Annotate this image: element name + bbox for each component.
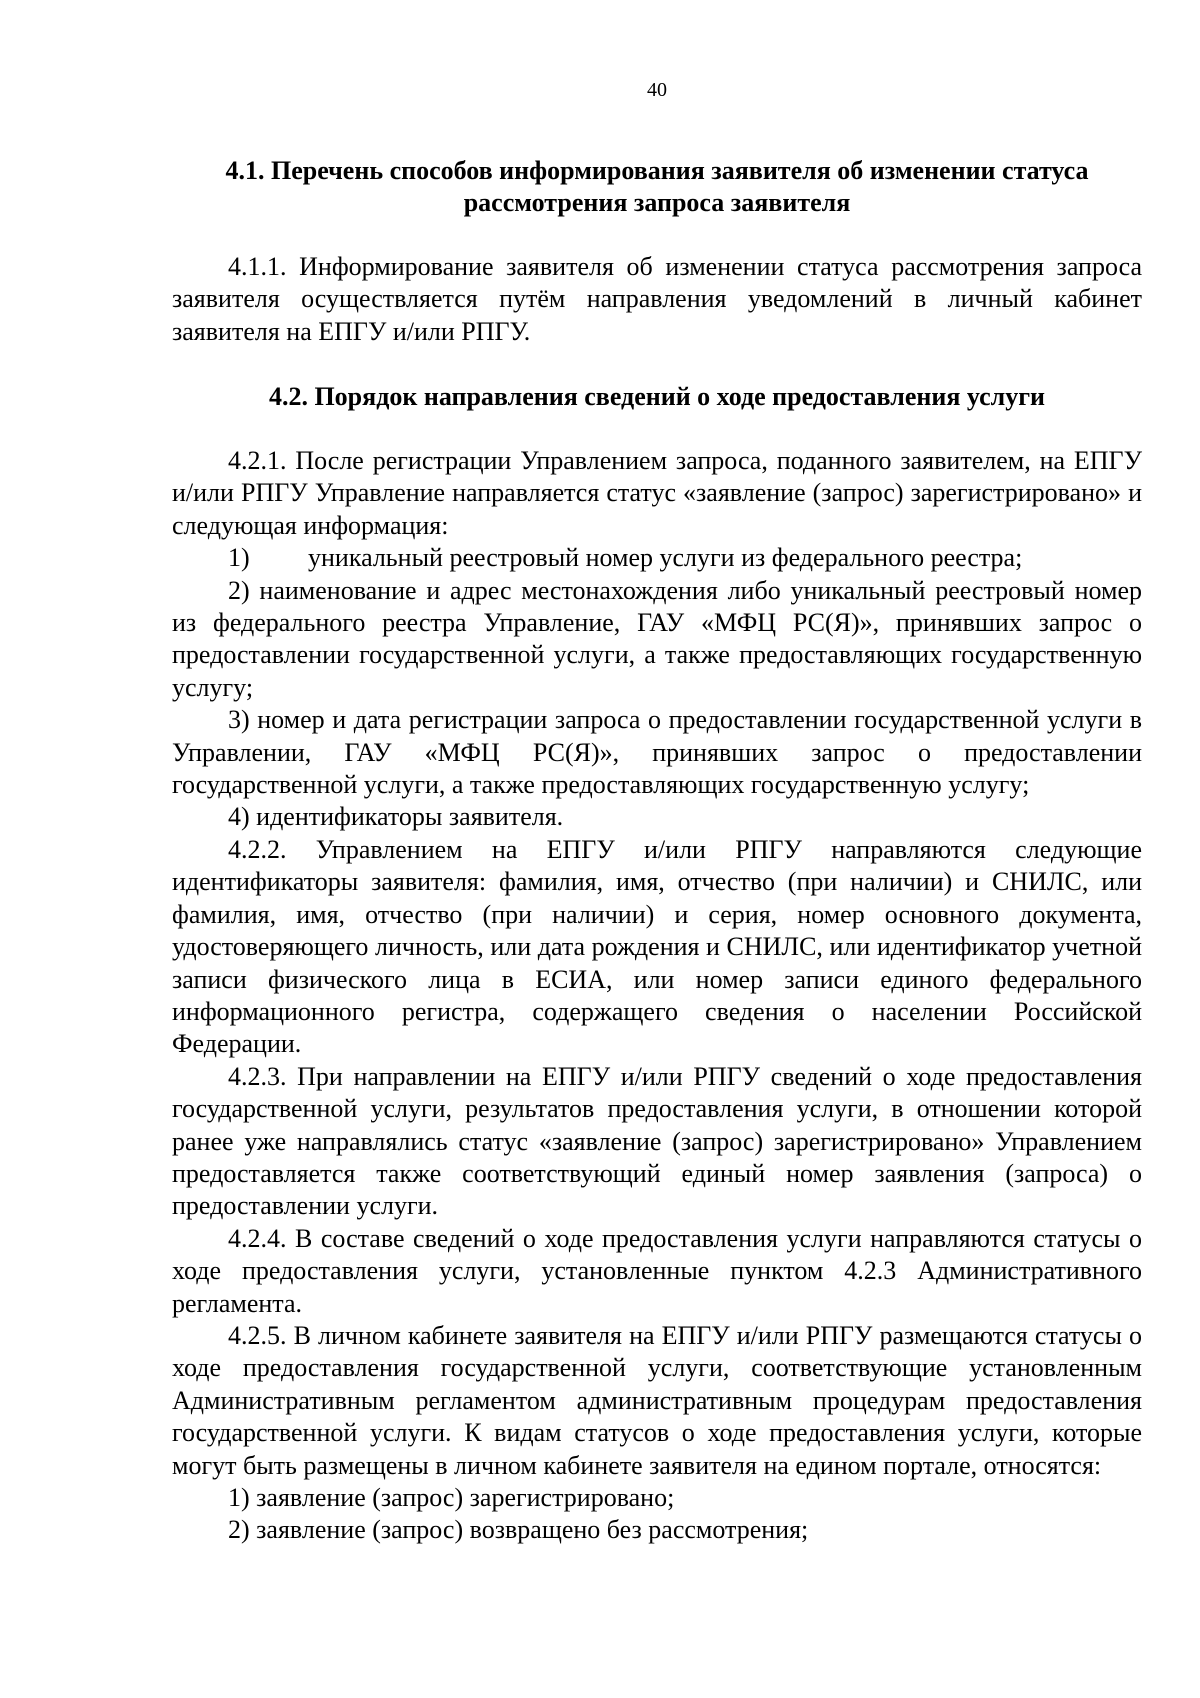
section-4-1-body xyxy=(172,251,1142,348)
paragraph-4-2-4: 4.2.4. В составе сведений о ходе предоставления услуги направляются статусы о ходе предоставления услуги, установленные пунктом 4.2.3 Административного регламента. xyxy=(172,1223,1142,1318)
paragraph-4-2-2: 4.2.2. Управлением на ЕПГУ и/или РПГУ направляются следующие идентификаторы заявителя: фамилия, имя, отчество (при наличии) и СНИЛС, или фамилия, имя, отчество (при наличии) и серия, номер основного документа, удостоверяющего личность, или дата рождения и СНИЛС, или идентификатор учетной записи физического лица в ЕСИА, или номер записи единого федерального информационного регистра, содержащего сведения о населении Российской Федерации. xyxy=(172,834,1142,1059)
list-item-1-number: 1) xyxy=(228,543,250,573)
list-item-2: 2) наименование и адрес местонахождения либо уникальный реестровый номер из федерального реестра Управление, ГАУ «МФЦ РС(Я)», принявших запрос о предоставлении государственной услуги, а также предоставляющих государственную услугу; xyxy=(172,575,1142,702)
paragraph-4-2-1: 4.2.1. После регистрации Управлением запроса, поданного заявителем, на ЕПГУ и/или РПГУ Управление направляется статус «заявление (запрос) зарегистрировано» и следующая информация: xyxy=(172,446,1142,540)
section-4-1-heading: 4.1. Перечень способов информирования заявителя об изменении статуса рассмотрения запроса заявителя xyxy=(225,156,1089,217)
list-item-4: 4) идентификаторы заявителя. xyxy=(228,802,564,832)
section-4-2-body xyxy=(172,445,1142,1547)
status-item-2: 2) заявление (запрос) возвращено без рассмотрения; xyxy=(228,1515,809,1545)
page-number: 40 xyxy=(647,79,667,101)
list-item-3: 3) номер и дата регистрации запроса о предоставлении государственной услуги в Управлении, ГАУ «МФЦ РС(Я)», принявших запрос о предоставлении государственной услуги, а также предоставляющих государственную услугу; xyxy=(172,705,1142,800)
list-item-1-text: уникальный реестровый номер услуги из федерального реестра; xyxy=(308,543,1023,573)
paragraph-4-2-5: 4.2.5. В личном кабинете заявителя на ЕПГУ и/или РПГУ размещаются статусы о ходе предоставления государственной услуги, соответствующие установленным Административным регламентом административным процедурам предоставления государственной услуги. К видам статусов о ходе предоставления услуги, которые могут быть размещены в личном кабинете заявителя на едином портале, относятся: xyxy=(172,1320,1142,1480)
paragraph-4-2-3: 4.2.3. При направлении на ЕПГУ и/или РПГУ сведений о ходе предоставления государственной услуги, результатов предоставления услуги, в отношении которой ранее уже направлялись статус «заявление (запрос) зарегистрировано» Управлением предоставляется также соответствующий единый номер заявления (запроса) о предоставлении услуги. xyxy=(172,1061,1142,1221)
list-item-1 xyxy=(172,542,1142,574)
paragraph-4-1-1: 4.1.1. Информирование заявителя об изменении статуса рассмотрения запроса заявителя осуществляется путём направления уведомлений в личный кабинет заявителя на ЕПГУ и/или РПГУ. xyxy=(172,252,1142,346)
status-item-1: 1) заявление (запрос) зарегистрировано; xyxy=(228,1483,675,1512)
section-4-2-heading: 4.2. Порядок направления сведений о ходе предоставления услуги xyxy=(268,382,1046,411)
